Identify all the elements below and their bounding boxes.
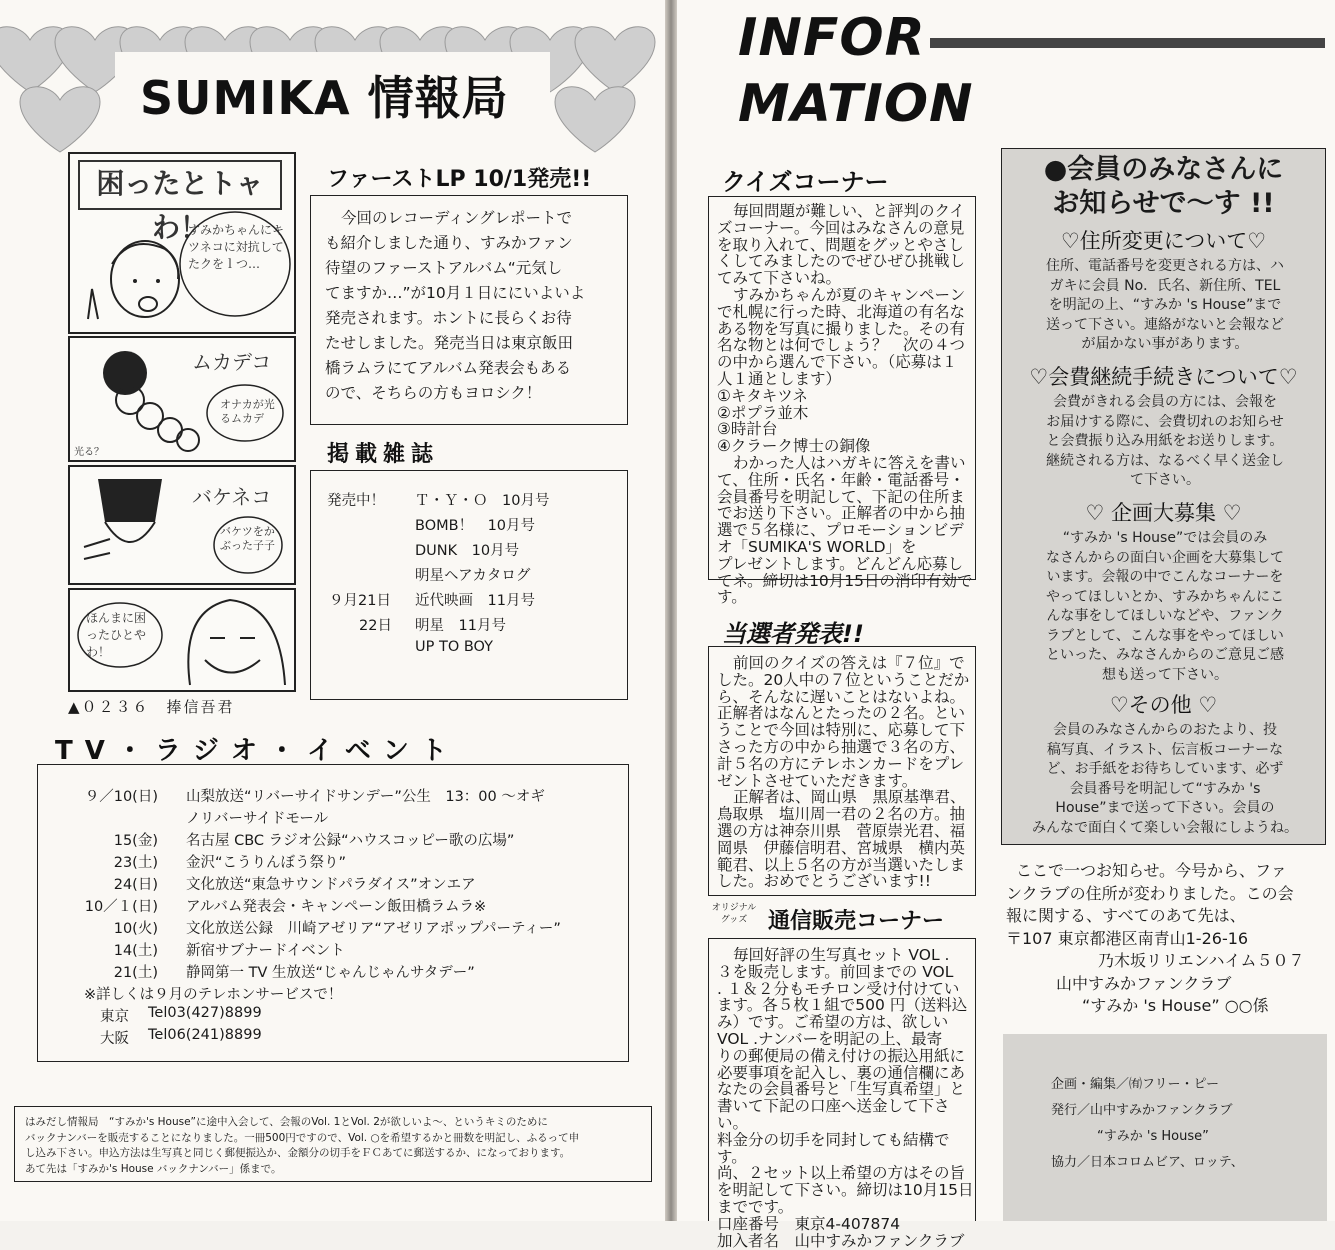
text-line: した。おめでとうございます!! <box>717 872 931 891</box>
text-line: を明記の上、“すみか 's House”まで <box>1048 297 1282 313</box>
comic-note-3: バケツをかぶった子子 <box>220 525 275 552</box>
text-line: やってほしいとか、すみかちゃんにこ <box>1046 588 1284 605</box>
text-line: 住所、電話番号を変更される方は、ハ <box>1046 258 1284 274</box>
text-line: 尚、２セット以上希望の方はその旨 <box>717 1164 966 1183</box>
account-number: 口座番号 東京4-407874 <box>717 1214 901 1233</box>
text-line: なさんからの面白い企画を大募集して <box>1046 549 1284 566</box>
text-line: 人１通とします） <box>717 369 842 388</box>
text-line: お届けする際に、会費切れのお知らせ <box>1046 413 1284 430</box>
book-spine <box>665 0 677 1221</box>
quiz-option: ①キタキツネ <box>717 386 808 405</box>
address-change-title: ♡住所変更について♡ <box>1060 229 1267 253</box>
tv-heading: TV・ラジオ・イベント <box>55 736 459 766</box>
comic-panel-1 <box>68 152 296 334</box>
text-line: を明記して下さい。締切は10月15日 <box>717 1181 974 1200</box>
credit-line: 企画・編集／㈲フリー・ピー <box>1051 1077 1219 1092</box>
text-line: 岡県 伊藤信明君、宮城県 横内英 <box>717 838 966 857</box>
plan-title: ♡ 企画大募集 ♡ <box>1085 501 1242 525</box>
text-line: てますか…”が10月１日ににいよいよ <box>325 284 586 302</box>
event-date: 21(土) <box>113 965 158 981</box>
text-line: くしてみましたのでぜひぜひ挑戦し <box>717 252 966 271</box>
text-line: て下さい。 <box>1130 472 1200 488</box>
title-rule <box>930 38 1325 48</box>
credits-text <box>1051 1072 1244 1176</box>
postal-address: “すみか 's House” ○○係 <box>1082 996 1269 1015</box>
postal-address: 〒107 東京都港区南青山1-26-16 <box>1006 928 1249 948</box>
comic-side-note: 光る？ <box>74 447 104 458</box>
mail-order-box <box>708 938 976 1250</box>
text-line: した。20人中の７位ということだか <box>717 670 970 689</box>
text-line: . １＆２分もモチロン受け付けてい <box>717 979 960 998</box>
event-text: 文化放送公録 川崎アゼリア“アゼリアポップパーティー” <box>186 921 561 937</box>
text-line: と会費振り込み用紙をお送りします。 <box>1046 433 1284 449</box>
renewal-title: ♡会費継続手続きについて♡ <box>1029 365 1298 389</box>
mail-order-text <box>717 947 975 1249</box>
other-text <box>1006 721 1324 838</box>
left-page <box>0 0 665 1221</box>
information-title-line2: MATION <box>738 74 974 134</box>
members-notice-box <box>1001 148 1326 845</box>
comic-panel-3 <box>68 465 296 585</box>
text-line: み）です。ご希望の方は、欲しい <box>717 1013 949 1032</box>
event-note: ※詳しくは９月のテレホンサービスで！ <box>84 987 343 1003</box>
text-line: 橋ラムラにてアルバム発表会もある <box>325 359 572 377</box>
text-line: 会員番号を明記して“すみか 's <box>1069 780 1261 797</box>
text-line: 報に関する、すべてのあて先は、 <box>1006 906 1246 925</box>
quiz-option: ④クラーク博士の銅像 <box>717 437 871 456</box>
text-line: なたの会員番号と「生写真希望」と <box>717 1080 966 1099</box>
magazine-date: ９月21日 <box>329 593 391 609</box>
page-title: SUMIKA 情報局 <box>140 71 509 125</box>
text-line: ガキに会員 No．氏名、新住所、TEL <box>1049 277 1281 294</box>
event-text: アルバム発表会・キャンペーン飯田橋ラムラ※ <box>186 899 487 915</box>
quiz-heading: クイズコーナー <box>722 168 889 196</box>
text-line: “すみか 's House”では会員のみ <box>1062 530 1268 546</box>
text-line: バックナンバーを販売することになりました。一冊500円ですので、Vol. ○を希望するかと冊数を明記し、ふるって申 <box>25 1131 580 1144</box>
text-line: 正解者は、岡山県 黒原基準君、 <box>733 788 966 807</box>
text-line: あて先は「すみか's House バックナンバー」係まで。 <box>25 1162 282 1175</box>
text-line: たせしました。発売当日は東京飯田 <box>325 334 574 352</box>
phone-city: 東京 <box>100 1009 129 1025</box>
phone-number: Tel06(241)8899 <box>148 1027 262 1043</box>
phone-city: 大阪 <box>100 1031 129 1047</box>
heading-line: ●会員のみなさんに <box>1043 154 1284 185</box>
text-line: ここで一つお知らせ。今号から、ファ <box>1016 861 1287 880</box>
text-line: ゼントさせていただきます。 <box>717 771 918 790</box>
text-line: 毎回好評の生写真セット VOL . <box>733 946 950 964</box>
winners-heading: 当選者発表!! <box>722 620 864 648</box>
address-notice <box>1006 860 1328 1018</box>
hamidashi-text <box>25 1115 579 1177</box>
text-line: て、住所・氏名・年齢・電話番号・ <box>717 470 965 489</box>
text-line: 発売されます。ホントに長らくお待 <box>325 309 572 327</box>
text-line: 送って下さい。連絡がないと会報など <box>1046 316 1284 333</box>
magazines-heading: 掲載雑誌 <box>327 442 440 467</box>
quiz-option: ③時計台 <box>717 420 778 439</box>
magazine-title: 明星 11月号 <box>415 618 506 634</box>
text-line: んな事をしてほしいなどや、ファンク <box>1046 608 1284 624</box>
address-change-text <box>1006 257 1324 355</box>
text-line: といった、みなさんからのご意見ご感 <box>1046 647 1284 663</box>
event-date: 10(火) <box>113 921 158 937</box>
magazines-box <box>310 470 628 700</box>
comic-panel-4 <box>68 588 296 692</box>
text-line: 毎回問題が難しい、と評判のクイ <box>733 202 965 220</box>
other-title: ♡その他 ♡ <box>1109 693 1218 717</box>
text-line: ので、そちらの方もヨロシク！ <box>325 384 542 402</box>
first-lp-heading: ファーストLP 10/1発売!! <box>327 167 592 192</box>
text-line: までです。 <box>717 1197 794 1216</box>
comic-speech-bubble-1: すみかちゃんにキツネコに対抗してたクをｌつ… <box>188 223 285 271</box>
text-line: りの郵便局の備え付けの振込用紙に <box>717 1046 966 1065</box>
text-line: 範君、以上５名の方が当選いたしま <box>717 855 966 874</box>
text-line: 会費がきれる会員の方には、会報を <box>1053 394 1277 410</box>
postal-address: 乃木坂リリエンハイム５０７ <box>1098 951 1305 970</box>
text-line: はみだし情報局 “すみか's House”に途中入会して、会報のVol. 1とVol. 2が欲しいよ〜、というキミのために <box>25 1116 548 1128</box>
text-line: 必要事項を記入し、裏の通信欄にあ <box>717 1063 966 1082</box>
text-line: ３を販売します。前回までの VOL <box>717 962 954 981</box>
credit-line: 発行／山中すみかファンクラブ <box>1051 1103 1233 1118</box>
text-line: が届かない事があります。 <box>1081 336 1249 352</box>
members-heading <box>1002 153 1325 221</box>
text-line: し込み下さい。申込方法は生写真と同じく郵便振込か、金額分の切手をＦＣあてに郵送するか、になっております。 <box>25 1147 571 1159</box>
event-date: 24(日) <box>113 877 158 893</box>
magazine-title: 明星ヘアカタログ <box>415 568 531 584</box>
first-lp-text <box>325 206 625 406</box>
text-line: 継続される方は、なるべく早く送金し <box>1046 452 1284 469</box>
event-text: 金沢“こうりんぼう祭り” <box>186 855 347 871</box>
comic-label-bakeneko: バケネコ <box>192 485 272 509</box>
text-line: ンクラブの住所が変わりました。この会 <box>1006 883 1294 903</box>
text-line: 書いて下記の口座へ送金して下さい。 <box>717 1097 950 1132</box>
text-line: 鳥取県 塩川周一君の２名の方。抽 <box>717 805 966 824</box>
event-date: ９／10(日) <box>84 789 158 805</box>
account-holder: 加入者名 山中すみかファンクラブ <box>717 1231 965 1250</box>
credits-box <box>1003 1034 1327 1221</box>
plan-text <box>1006 529 1324 685</box>
text-line: 今回のレコーディングレポートで <box>341 209 572 227</box>
credit-line: “すみか 's House” <box>1097 1129 1209 1144</box>
text-line: プレゼントします。どんどん応募し <box>717 554 964 573</box>
heading-line: お知らせで〜す !! <box>1052 188 1275 219</box>
event-text: 名古屋 CBC ラジオ公録“ハウスコッピー歌の広場” <box>186 833 515 849</box>
magazine-title: UP TO BOY <box>415 639 494 655</box>
text-line: ある物を写真に撮りました。その有 <box>717 319 966 338</box>
comic-title: 困ったとトャわ！ <box>78 160 282 210</box>
magazine-date: 発売中！ <box>327 493 385 509</box>
event-date: 23(土) <box>113 855 158 871</box>
quiz-text <box>717 203 975 606</box>
text-line: も紹介しました通り、すみかファン <box>325 234 573 252</box>
event-text: 新宿サブナードイベント <box>186 943 345 959</box>
text-line: ど、お手紙をお待ちしています、必ず <box>1046 761 1284 777</box>
text-line: 前回のクイズの答えは『７位』で <box>733 654 965 672</box>
text-line: ます。各５枚１組で500 円（送料込 <box>717 996 968 1015</box>
text-line: 料金分の切手を同封しても結構です。 <box>717 1130 950 1166</box>
event-date: 10／１(日) <box>84 899 158 915</box>
comic-panel-2 <box>68 336 296 462</box>
text-line: てネ。締切は10月15日の消印有効で <box>717 571 973 590</box>
winners-box <box>708 646 976 896</box>
quiz-option: ②ポプラ並木 <box>717 403 809 422</box>
text-line: の中から選んで下さい。（応募は１ <box>717 353 958 372</box>
text-line: てみて下さいね。 <box>717 269 842 288</box>
text-line: 計５名の方にテレホンカードをプレ <box>717 754 965 773</box>
event-text: ノリバーサイドモール <box>186 811 329 827</box>
event-date: 14(土) <box>113 943 158 959</box>
text-line: 正解者はなんとたったの２名。とい <box>717 704 966 723</box>
text-line: ラブとして、こんな事をやってほしい <box>1046 627 1284 644</box>
text-line: VOL .ナンバーを明記の上、最寄 <box>717 1029 943 1048</box>
text-line: 名な物とは何でしょう？ 次の４つ <box>717 336 966 355</box>
mail-order-ruby: オリジナル グッズ <box>711 903 757 925</box>
text-line: で札幌に行った時、北海道の有名な <box>717 302 966 321</box>
text-line: ズコーナー。今回はみなさんの意見 <box>717 218 965 237</box>
hamidashi-box <box>14 1106 652 1182</box>
credit-line: 協力／日本コロムビア、ロッテ、 <box>1051 1155 1244 1170</box>
renewal-text <box>1006 393 1324 491</box>
magazine-date: 22日 <box>359 618 392 634</box>
text-line: 選の方は神奈川県 菅原崇光君、福 <box>717 821 966 840</box>
text-line: さった方の中から抽選で３名の方、 <box>717 737 966 756</box>
text-line: でお送り下さい。正解者の中から抽 <box>717 504 966 523</box>
text-line: わかった人はハガキに答えを書い <box>733 453 966 472</box>
mail-order-heading: 通信販売コーナー <box>768 909 945 934</box>
event-text: 山梨放送“リバーサイドサンデー”公生 13：00 〜オギ <box>186 789 545 805</box>
text-line: すみかちゃんが夏のキャンペーン <box>733 285 966 304</box>
winners-text <box>717 655 975 890</box>
comic-credit: ▲０２３６ 捧信吾君 <box>68 698 235 716</box>
magazine-title: 近代映画 11月号 <box>415 593 535 609</box>
text-line: 想も送って下さい。 <box>1102 666 1228 683</box>
first-lp-box <box>310 195 628 425</box>
postal-address: 山中すみかファンクラブ <box>1056 973 1232 993</box>
text-line: 稿写真、イラスト、伝言板コーナーな <box>1046 741 1284 758</box>
magazine-title: Ｔ・Ｙ・Ｏ 10月号 <box>415 493 550 509</box>
text-line: います。会報の中でこんなコーナーを <box>1046 569 1284 585</box>
text-line: 選で５名様に、プロモーションビデ <box>717 521 964 540</box>
comic-note-2: オナカが光るムカデ <box>220 398 275 425</box>
comic-speech-bubble-4: ほんまに困ったひとやわ！ <box>86 611 147 659</box>
text-line: みんなで面白くて楽しい会報にしようね。 <box>1032 819 1298 836</box>
magazine-title: DUNK 10月号 <box>415 543 520 559</box>
phone-number: Tel03(427)8899 <box>148 1005 262 1021</box>
text-line: 会員のみなさんからのおたより、投 <box>1053 722 1277 738</box>
event-date: 15(金) <box>113 833 158 849</box>
text-line: House”まで送って下さい。会員の <box>1055 800 1275 816</box>
tv-events-box <box>37 764 629 1062</box>
text-line: す。 <box>717 588 747 607</box>
text-line: オ「SUMIKA'S WORLD」を <box>717 537 917 556</box>
magazine-title: BOMB！ 10月号 <box>415 518 536 534</box>
quiz-box <box>708 196 976 607</box>
information-title-line1: INFOR <box>738 8 926 68</box>
text-line: を取り入れて、問題をグッとやさし <box>717 235 964 254</box>
event-text: 静岡第一 TV 生放送“じゃんじゃんサタデー” <box>186 965 475 981</box>
text-line: 会員番号を明記して、下記の住所ま <box>717 487 965 506</box>
text-line: 待望のファーストアルバム“元気し <box>325 259 563 277</box>
event-text: 文化放送“東急サウンドパラダイス”オンエア <box>186 877 476 893</box>
comic-label-mukadeko: ムカデコ <box>192 350 272 374</box>
text-line: うことで今回は特別に、応募して下 <box>717 721 966 740</box>
text-line: ら、そんなに遅いことはないよね。 <box>717 687 966 706</box>
